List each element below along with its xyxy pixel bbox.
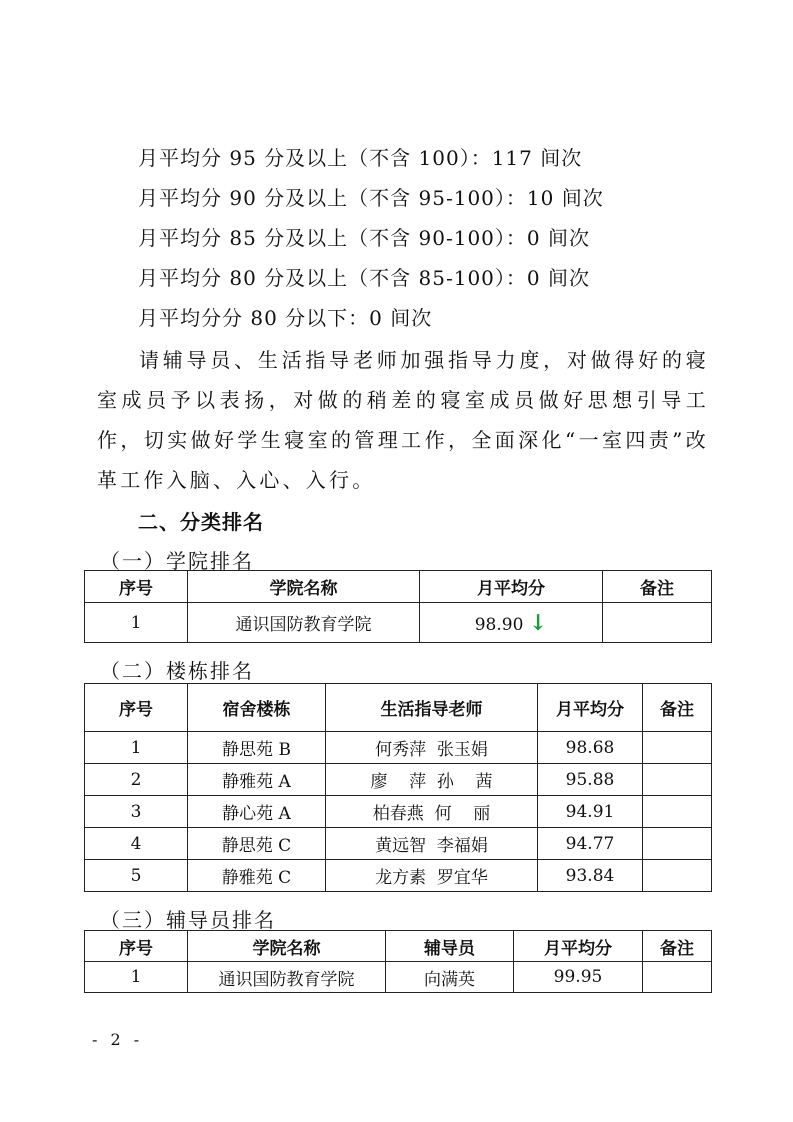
score-value: 98.90	[474, 614, 524, 635]
score-cell: 99.95	[514, 962, 643, 993]
note-cell	[643, 860, 712, 892]
teacher-cell: 何秀萍 张玉娟	[326, 732, 538, 764]
stat-line-80: 月平均分 80 分及以上（不含 85-100）：0 间次	[138, 266, 590, 290]
college-name-cell: 通识国防教育学院	[188, 603, 420, 643]
score-cell: 94.91	[538, 796, 643, 828]
header-cell: 月平均分	[514, 931, 643, 962]
teacher-cell: 廖 萍 孙 茜	[326, 764, 538, 796]
stat-line-85: 月平均分 85 分及以上（不含 90-100）：0 间次	[138, 226, 590, 250]
building-cell: 静雅苑 C	[188, 860, 326, 892]
note-cell	[603, 603, 712, 643]
rank-cell: 1	[85, 962, 188, 993]
building-ranking-title: （二）楼栋排名	[100, 659, 254, 683]
score-cell: 95.88	[538, 764, 643, 796]
score-cell	[420, 603, 603, 643]
rank-cell: 4	[85, 828, 188, 860]
stat-line-95: 月平均分 95 分及以上（不含 100）：117 间次	[138, 146, 583, 170]
stat-line-below-80: 月平均分分 80 分以下：0 间次	[138, 306, 433, 330]
building-cell: 静思苑 C	[188, 828, 326, 860]
header-cell: 月平均分	[420, 571, 603, 603]
building-cell: 静心苑 A	[188, 796, 326, 828]
table-row	[85, 796, 712, 828]
note-cell	[643, 796, 712, 828]
counselor-ranking-title: （三）辅导员排名	[100, 908, 276, 932]
building-cell: 静思苑 B	[188, 732, 326, 764]
section-title: 二、分类排名	[138, 510, 264, 534]
trend-down-icon: ↓	[528, 609, 548, 636]
rank-cell: 5	[85, 860, 188, 892]
stat-line-90: 月平均分 90 分及以上（不含 95-100）：10 间次	[138, 186, 604, 210]
table-header-row	[85, 931, 712, 962]
college-name-cell: 通识国防教育学院	[188, 962, 386, 993]
header-cell: 备注	[643, 684, 712, 732]
table-row	[85, 860, 712, 892]
rank-cell: 3	[85, 796, 188, 828]
header-cell: 备注	[603, 571, 712, 603]
header-cell: 备注	[643, 931, 712, 962]
note-cell	[643, 962, 712, 993]
header-cell: 生活指导老师	[326, 684, 538, 732]
header-cell: 序号	[85, 571, 188, 603]
counselor-cell: 向满英	[386, 962, 514, 993]
page-number: - 2 -	[92, 1030, 144, 1049]
table-row	[85, 962, 712, 993]
rank-cell: 2	[85, 764, 188, 796]
score-cell: 93.84	[538, 860, 643, 892]
building-cell: 静雅苑 A	[188, 764, 326, 796]
table-row	[85, 603, 712, 643]
header-cell: 月平均分	[538, 684, 643, 732]
header-cell: 辅导员	[386, 931, 514, 962]
college-ranking-title: （一）学院排名	[100, 549, 254, 573]
table-row	[85, 828, 712, 860]
teacher-cell: 柏春燕 何 丽	[326, 796, 538, 828]
table-row	[85, 732, 712, 764]
college-ranking-table	[84, 570, 712, 643]
note-cell	[643, 732, 712, 764]
teacher-cell: 黄远智 李福娟	[326, 828, 538, 860]
header-cell: 学院名称	[188, 931, 386, 962]
rank-cell: 1	[85, 603, 188, 643]
header-cell: 序号	[85, 931, 188, 962]
rank-cell: 1	[85, 732, 188, 764]
counselor-ranking-table	[84, 930, 712, 993]
header-cell: 学院名称	[188, 571, 420, 603]
header-cell: 序号	[85, 684, 188, 732]
table-row	[85, 764, 712, 796]
guidance-paragraph: 请辅导员、生活指导老师加强指导力度，对做得好的寝室成员予以表扬，对做的稍差的寝室成员做好思想引导工作，切实做好学生寝室的管理工作，全面深化“一室四责”改革工作入脑、入心、入行。	[97, 348, 709, 492]
table-header-row	[85, 571, 712, 603]
teacher-cell: 龙方素 罗宜华	[326, 860, 538, 892]
building-ranking-table	[84, 683, 712, 892]
table-header-row	[85, 684, 712, 732]
score-cell: 94.77	[538, 828, 643, 860]
note-cell	[643, 828, 712, 860]
header-cell: 宿舍楼栋	[188, 684, 326, 732]
score-cell: 98.68	[538, 732, 643, 764]
note-cell	[643, 764, 712, 796]
